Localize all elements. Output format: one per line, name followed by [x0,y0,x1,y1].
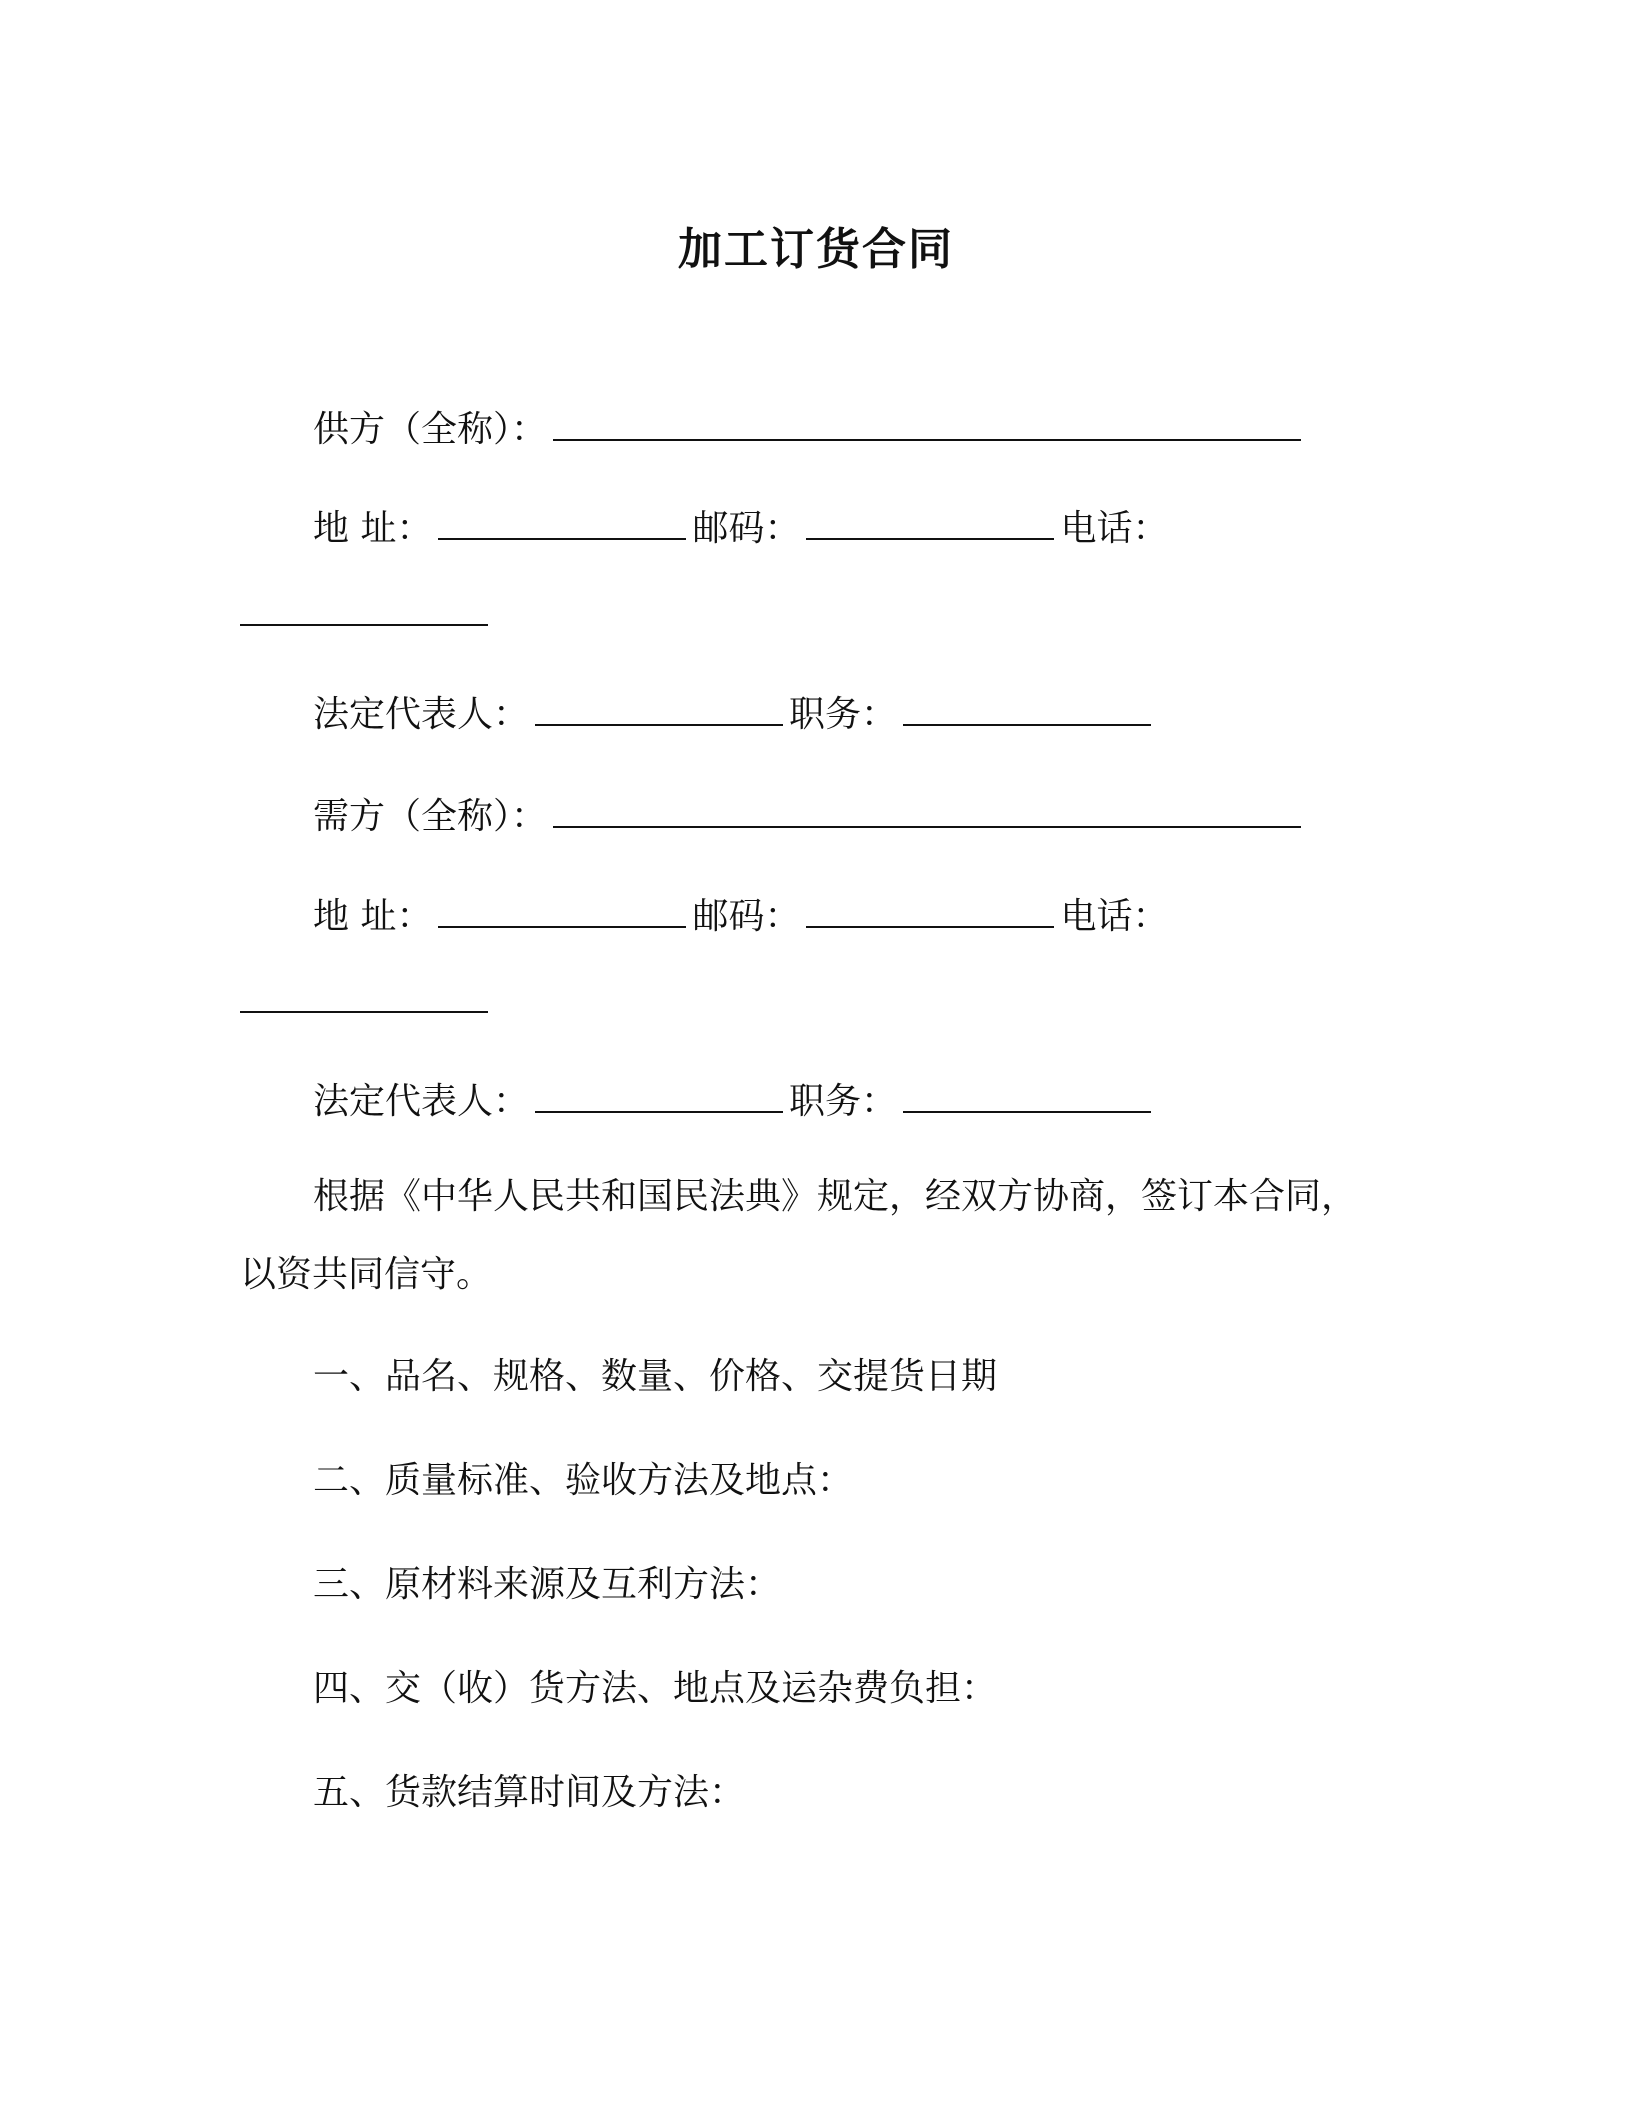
preamble-line-2: 以资共同信守。 [240,1254,493,1295]
supplier-rep-row [313,688,1157,740]
buyer-rep-row [313,1075,1157,1127]
clause-5: 五、货款结算时间及方法： [313,1772,746,1813]
supplier-phone-field[interactable] [240,588,488,626]
preamble-line-1: 根据《中华人民共和国民法典》规定，经双方协商，签订本合同， [313,1176,1358,1217]
buyer-name-field[interactable] [553,790,1301,828]
clause-4: 四、交（收）货方法、地点及运杂费负担： [313,1668,998,1709]
buyer-address-label: 地 址： [313,896,433,937]
page-title: 加工订货合同 [678,224,954,275]
supplier-name-row [313,403,1307,455]
clause-2: 二、质量标准、验收方法及地点： [313,1460,854,1501]
buyer-position-field[interactable] [903,1075,1151,1113]
supplier-phone-row [240,588,488,640]
clause-1: 一、品名、规格、数量、价格、交提货日期 [313,1356,998,1397]
buyer-rep-field[interactable] [535,1075,783,1113]
supplier-position-field[interactable] [903,688,1151,726]
supplier-name-label: 供方（全称）： [313,409,548,450]
buyer-position-label: 职务： [789,1081,898,1122]
buyer-name-row [313,790,1307,842]
supplier-contact-row [313,502,1168,554]
buyer-address-field[interactable] [438,890,686,928]
buyer-name-label: 需方（全称）： [313,796,548,837]
supplier-rep-field[interactable] [535,688,783,726]
supplier-postcode-field[interactable] [806,502,1054,540]
clause-3: 三、原材料来源及互利方法： [313,1564,782,1605]
supplier-postcode-label: 邮码： [692,508,801,549]
buyer-phone-label: 电话： [1060,896,1169,937]
buyer-postcode-label: 邮码： [692,896,801,937]
supplier-position-label: 职务： [789,694,898,735]
supplier-address-field[interactable] [438,502,686,540]
buyer-phone-field[interactable] [240,975,488,1013]
supplier-rep-label: 法定代表人： [313,694,530,735]
buyer-rep-label: 法定代表人： [313,1081,530,1122]
buyer-contact-row [313,890,1168,942]
supplier-address-label: 地 址： [313,508,433,549]
supplier-name-field[interactable] [553,403,1301,441]
buyer-phone-row [240,975,488,1027]
supplier-phone-label: 电话： [1060,508,1169,549]
buyer-postcode-field[interactable] [806,890,1054,928]
